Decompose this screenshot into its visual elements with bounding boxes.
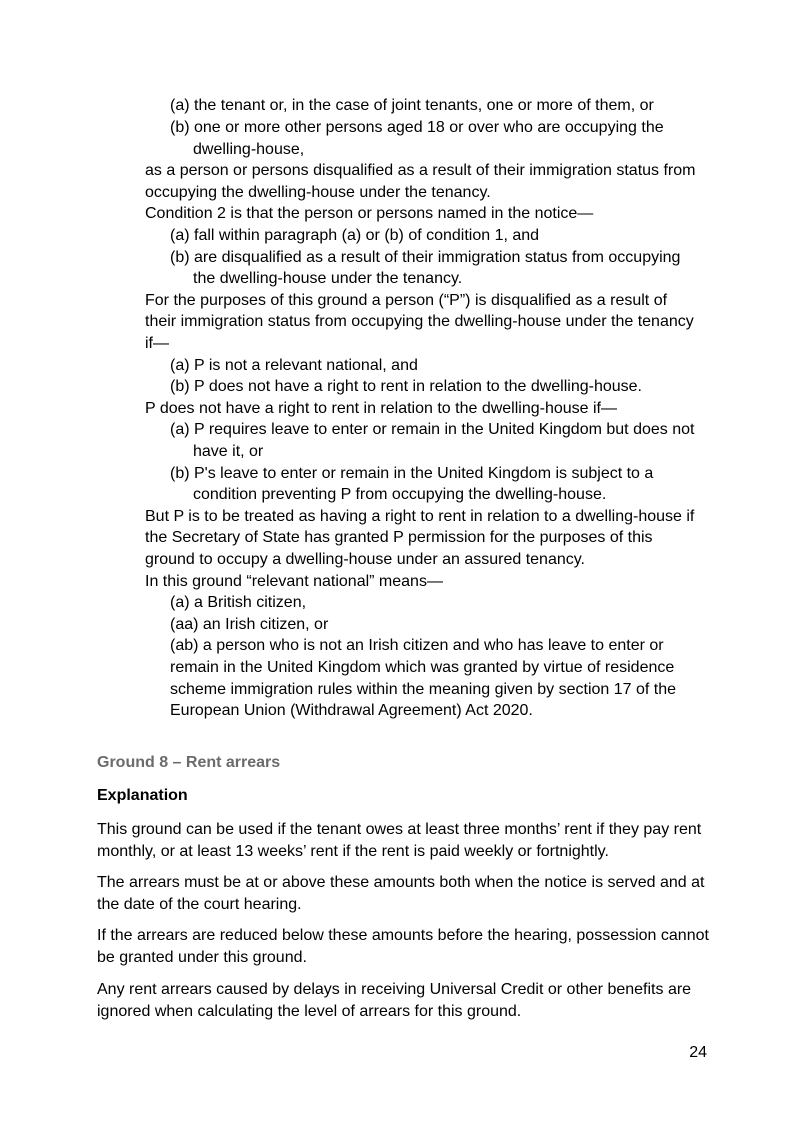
text-line: For the purposes of this ground a person (“P”) is disqualified as a result of [145,292,668,309]
text-line: (b) are disqualified as a result of their immigration status from occupying [170,249,681,266]
text-line: (a) the tenant or, in the case of joint tenants, one or more of them, or [170,97,654,114]
page-number: 24 [689,1044,707,1061]
text-line: (ab) a person who is not an Irish citizen and who has leave to enter or [170,637,664,654]
text-line: (a) P is not a relevant national, and [170,357,418,374]
paragraph: Any rent arrears caused by delays in receiving Universal Credit or other benefits are ignored when calculating the level of arrears for this ground. [97,981,692,1020]
text-line: P does not have a right to rent in relation to the dwelling-house if— [145,400,617,417]
text-line: (aa) an Irish citizen, or [170,616,329,633]
section-heading: Ground 8 – Rent arrears [97,754,281,771]
text-line: dwelling-house, [193,141,305,158]
text-line: the dwelling-house under the tenancy. [193,270,463,287]
text-line: In this ground “relevant national” means— [145,573,443,590]
text-line: scheme immigration rules within the meaning given by section 17 of the [170,681,677,698]
subsection-heading: Explanation [97,787,188,804]
text-line: condition preventing P from occupying the dwelling-house. [193,486,607,503]
text-line: if— [145,335,169,352]
paragraph: If the arrears are reduced below these amounts before the hearing, possession cannot be granted under this ground. [97,927,709,966]
paragraph: This ground can be used if the tenant owes at least three months’ rent if they pay rent monthly, or at least 13 weeks’ rent if the rent is paid weekly or fortnightly. [97,821,702,860]
text-line: ground to occupy a dwelling-house under an assured tenancy. [145,551,585,568]
text-line: the Secretary of State has granted P permission for the purposes of this [145,529,653,546]
text-line: their immigration status from occupying the dwelling-house under the tenancy [145,313,694,330]
text-line: Condition 2 is that the person or persons named in the notice— [145,205,594,222]
text-line: (b) P's leave to enter or remain in the United Kingdom is subject to a [170,465,654,482]
text-line: (b) one or more other persons aged 18 or over who are occupying the [170,119,664,136]
text-line: have it, or [193,443,264,460]
text-line: (b) P does not have a right to rent in relation to the dwelling-house. [170,378,642,395]
text-line: (a) P requires leave to enter or remain in the United Kingdom but does not [170,421,695,438]
text-line: (a) a British citizen, [170,594,307,611]
text-line: as a person or persons disqualified as a result of their immigration status from [145,162,696,179]
text-line: (a) fall within paragraph (a) or (b) of condition 1, and [170,227,540,244]
text-line: European Union (Withdrawal Agreement) Act 2020. [170,702,533,719]
text-line: remain in the United Kingdom which was granted by virtue of residence [170,659,675,676]
text-line: occupying the dwelling-house under the tenancy. [145,184,491,201]
text-line: But P is to be treated as having a right to rent in relation to a dwelling-house if [145,508,695,525]
paragraph: The arrears must be at or above these amounts both when the notice is served and at the date of the court hearing. [97,874,705,913]
